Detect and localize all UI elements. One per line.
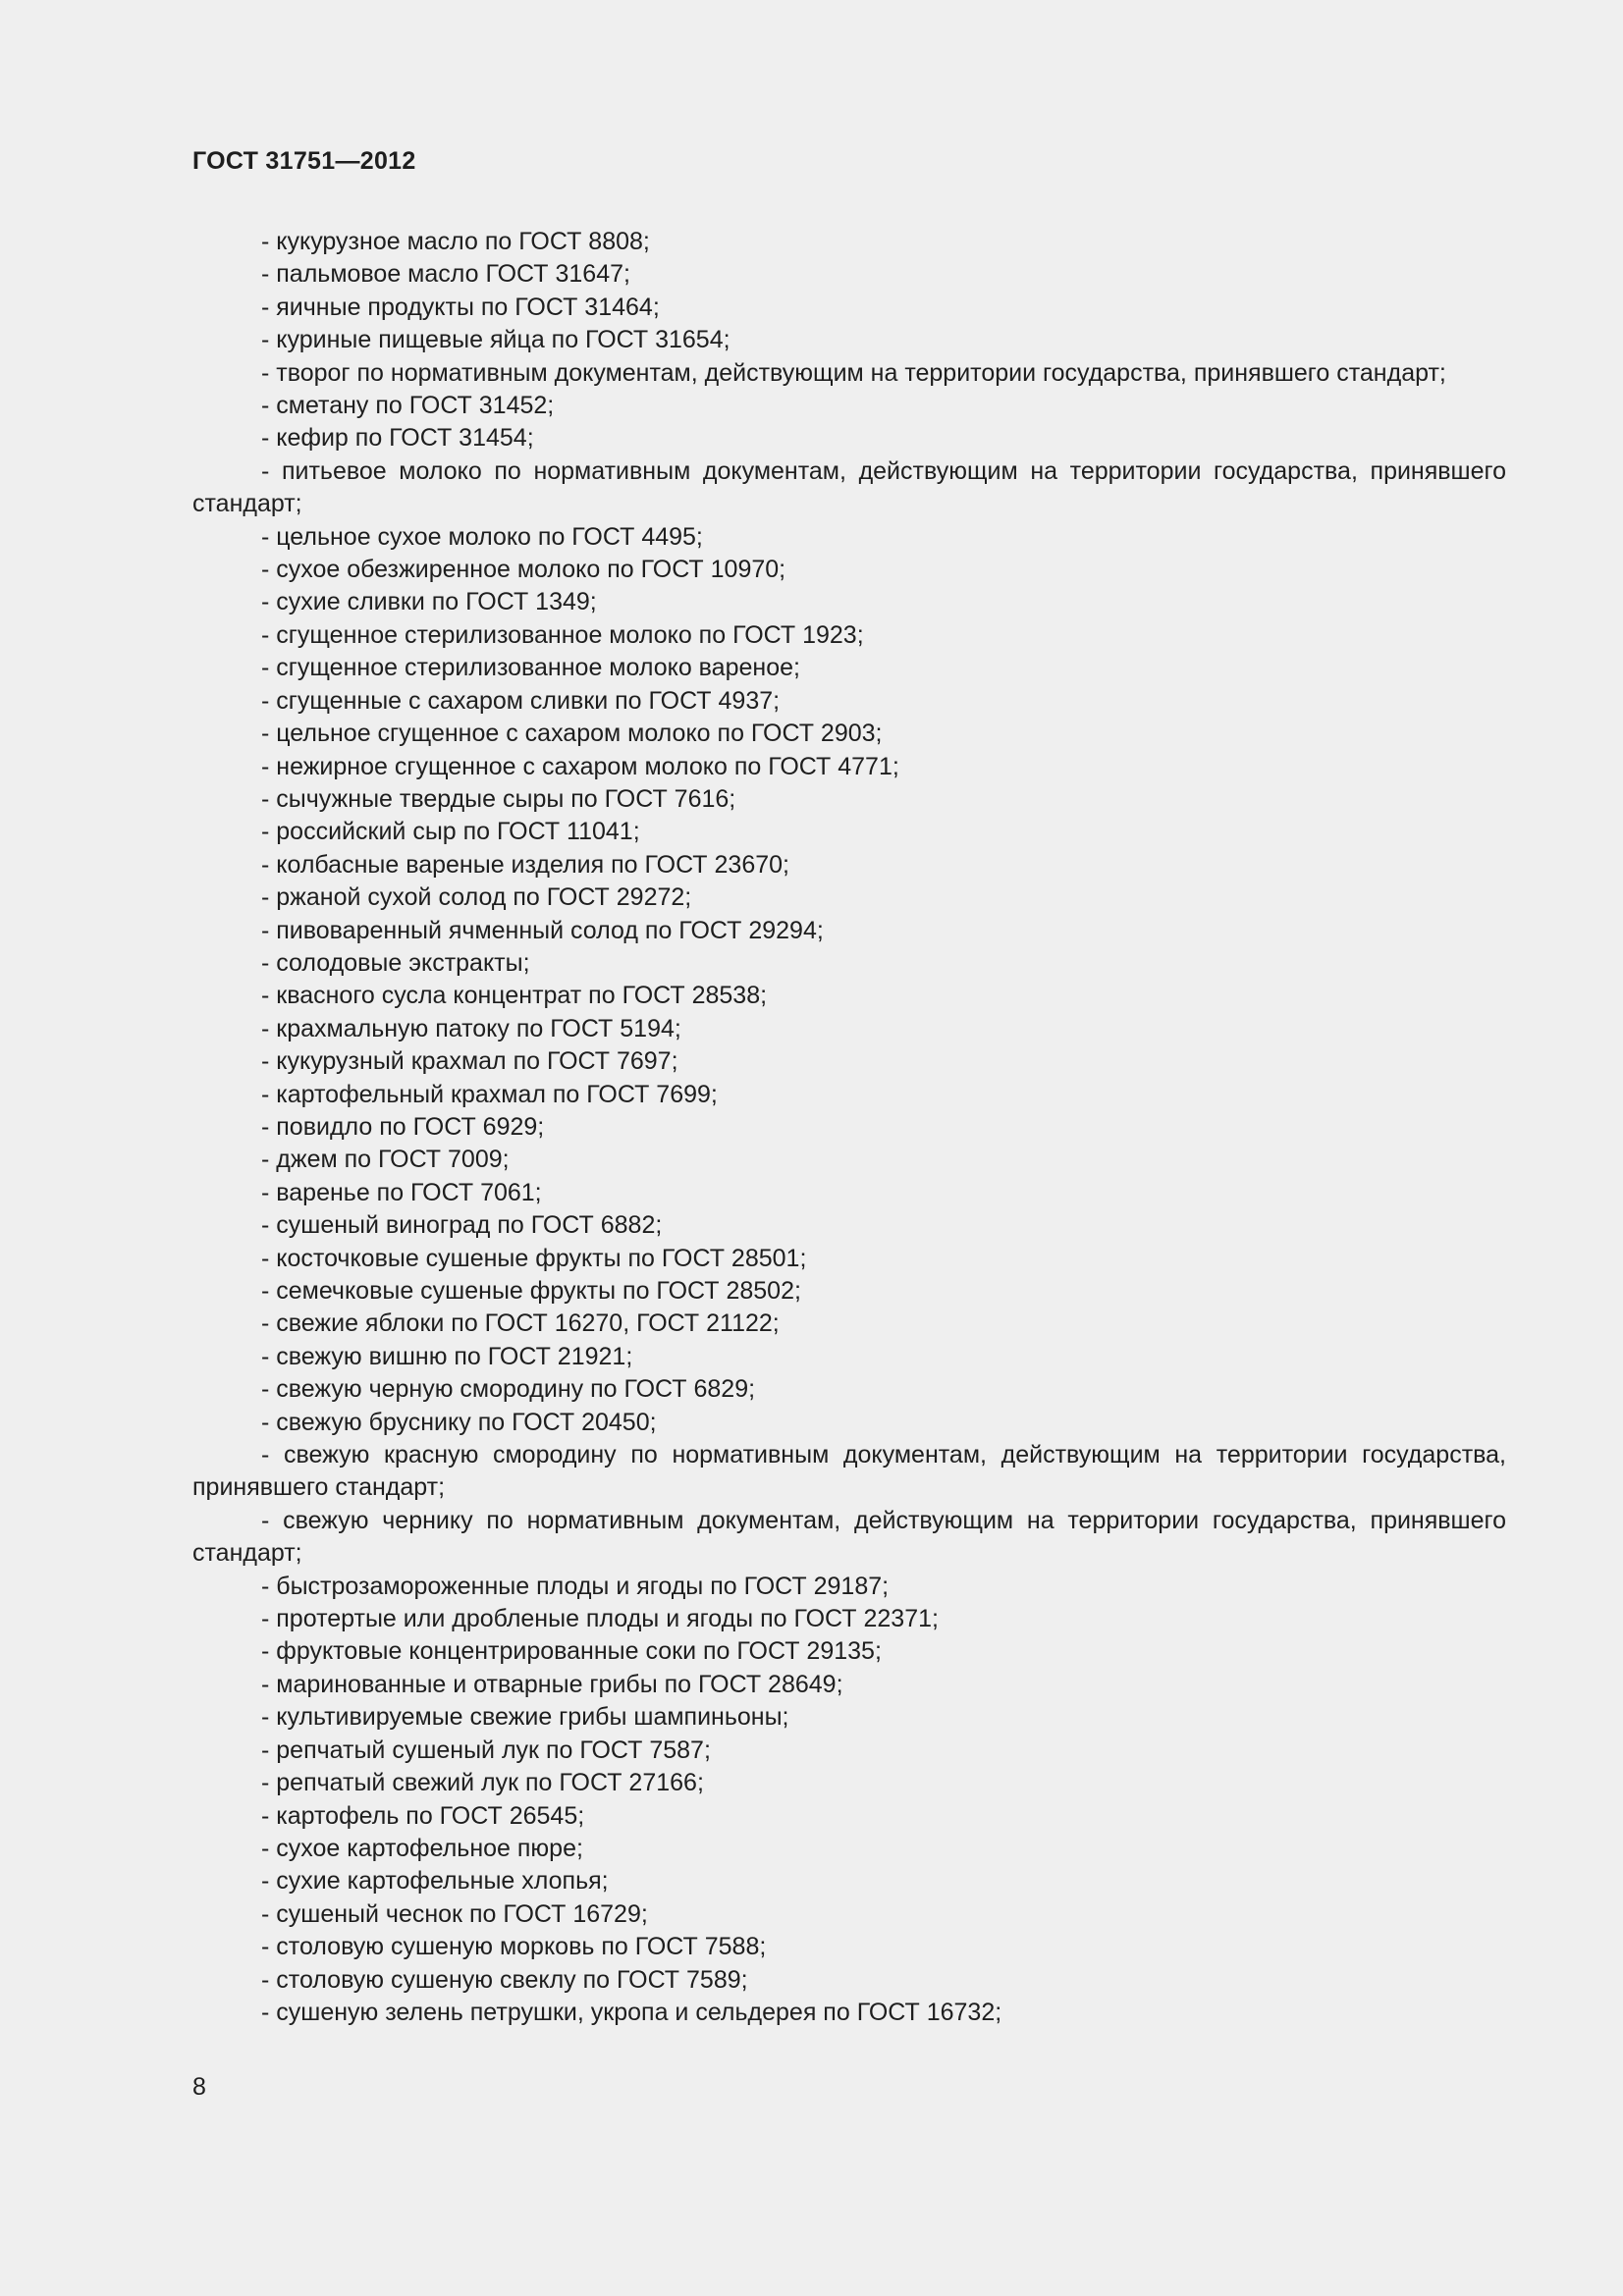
- list-item: - повидло по ГОСТ 6929;: [261, 1112, 545, 1141]
- page-number: 8: [192, 2073, 206, 2101]
- list-item: - фруктовые концентрированные соки по ГОСТ 29135;: [261, 1637, 882, 1666]
- list-item: - репчатый свежий лук по ГОСТ 27166;: [261, 1769, 704, 1797]
- list-item: - квасного сусла концентрат по ГОСТ 28538;: [261, 982, 768, 1010]
- list-item: - питьевое молоко по нормативным документам, действующим на территории государства, принявшего стандарт;: [192, 456, 1506, 518]
- list-item: - крахмальную патоку по ГОСТ 5194;: [261, 1014, 681, 1042]
- list-item: - репчатый сушеный лук по ГОСТ 7587;: [261, 1735, 711, 1764]
- list-item: - сушеный виноград по ГОСТ 6882;: [261, 1211, 663, 1240]
- list-item: - свежую бруснику по ГОСТ 20450;: [261, 1408, 657, 1436]
- list-item: - свежую чернику по нормативным документам, действующим на территории государства, принявшего стандарт;: [192, 1506, 1506, 1568]
- list-item: - картофель по ГОСТ 26545;: [261, 1801, 585, 1830]
- list-item: - цельное сухое молоко по ГОСТ 4495;: [261, 522, 703, 551]
- list-item: - сметану по ГОСТ 31452;: [261, 392, 555, 420]
- list-item: - сгущенное стерилизованное молоко по ГОСТ 1923;: [261, 620, 864, 649]
- list-item: - быстрозамороженные плоды и ягоды по ГОСТ 29187;: [261, 1572, 890, 1600]
- list-item: - культивируемые свежие грибы шампиньоны;: [261, 1703, 789, 1732]
- list-item: - цельное сгущенное с сахаром молоко по ГОСТ 2903;: [261, 720, 883, 748]
- list-item: - картофельный крахмал по ГОСТ 7699;: [261, 1080, 718, 1108]
- list-item: - свежую красную смородину по нормативным документам, действующим на территории государства, принявшего стандарт;: [192, 1441, 1506, 1502]
- list-item: - кефир по ГОСТ 31454;: [261, 424, 534, 453]
- list-item: - нежирное сгущенное с сахаром молоко по ГОСТ 4771;: [261, 752, 899, 780]
- list-item: - свежую вишню по ГОСТ 21921;: [261, 1342, 633, 1370]
- list-item: - куриные пищевые яйца по ГОСТ 31654;: [261, 326, 730, 354]
- list-item: - кукурузный крахмал по ГОСТ 7697;: [261, 1047, 678, 1076]
- list-item: - солодовые экстракты;: [261, 948, 530, 977]
- ingredient-list: [192, 226, 1506, 2029]
- list-item: - кукурузное масло по ГОСТ 8808;: [261, 228, 650, 255]
- list-item: - сухое картофельное пюре;: [261, 1834, 583, 1862]
- list-item: - ржаной сухой солод по ГОСТ 29272;: [261, 883, 692, 912]
- list-item: - маринованные и отварные грибы по ГОСТ 28649;: [261, 1670, 843, 1698]
- list-item: - пальмовое масло ГОСТ 31647;: [261, 260, 630, 289]
- list-item: - сычужные твердые сыры по ГОСТ 7616;: [261, 784, 736, 813]
- list-item: - варенье по ГОСТ 7061;: [261, 1178, 542, 1206]
- list-item: - сухое обезжиренное молоко по ГОСТ 10970;: [261, 556, 786, 584]
- list-item: - творог по нормативным документам, действующим на территории государства, принявшего стандарт;: [261, 358, 1446, 387]
- list-item: - колбасные вареные изделия по ГОСТ 23670;: [261, 850, 789, 879]
- list-item: - сгущенные с сахаром сливки по ГОСТ 4937;: [261, 686, 781, 715]
- list-item: - сушеный чеснок по ГОСТ 16729;: [261, 1899, 648, 1928]
- list-item: - столовую сушеную морковь по ГОСТ 7588;: [261, 1933, 767, 1961]
- list-item: - сушеную зелень петрушки, укропа и сельдерея по ГОСТ 16732;: [261, 1998, 1002, 2026]
- list-item: - семечковые сушеные фрукты по ГОСТ 28502;: [261, 1277, 801, 1305]
- list-item: - столовую сушеную свеклу по ГОСТ 7589;: [261, 1965, 748, 1994]
- list-item: - сухие сливки по ГОСТ 1349;: [261, 588, 597, 616]
- document-header: ГОСТ 31751—2012: [192, 147, 416, 175]
- list-item: - сухие картофельные хлопья;: [261, 1867, 609, 1896]
- list-item: - сгущенное стерилизованное молоко вареное;: [261, 654, 800, 682]
- list-item: - пивоваренный ячменный солод по ГОСТ 29294;: [261, 916, 824, 944]
- list-item: - косточковые сушеные фрукты по ГОСТ 28501;: [261, 1244, 807, 1272]
- list-item: - протертые или дробленые плоды и ягоды по ГОСТ 22371;: [261, 1605, 939, 1633]
- list-item: - яичные продукты по ГОСТ 31464;: [261, 293, 660, 321]
- list-item: - джем по ГОСТ 7009;: [261, 1146, 510, 1174]
- list-item: - российский сыр по ГОСТ 11041;: [261, 818, 640, 846]
- list-item: - свежие яблоки по ГОСТ 16270, ГОСТ 21122;: [261, 1309, 780, 1338]
- list-item: - свежую черную смородину по ГОСТ 6829;: [261, 1375, 756, 1404]
